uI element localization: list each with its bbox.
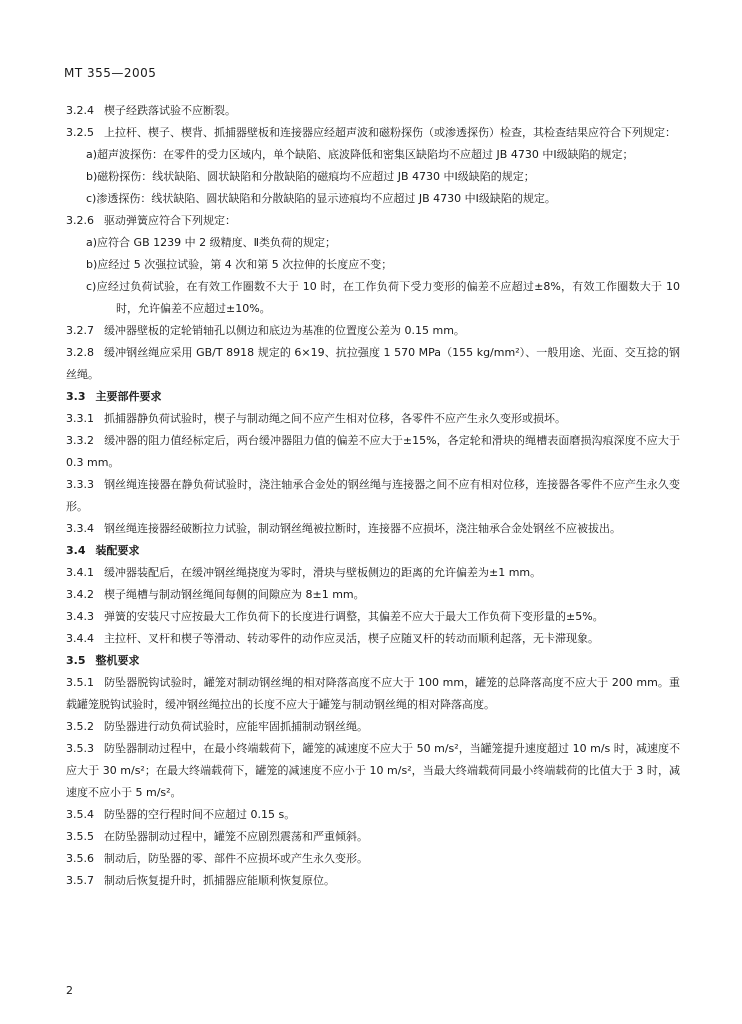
clause-3-4-1: 3.4.1 缓冲器装配后，在缓冲钢丝绳挠度为零时，滑块与壁板侧边的距离的允许偏差为±1 mm。 bbox=[66, 566, 542, 579]
clause-3-2-5: 3.2.5 上拉杆、楔子、楔背、抓捕器壁板和连接器应经超声波和磁粉探伤（或渗透探伤）检查，其检查结果应符合下列规定： bbox=[66, 126, 676, 139]
clause-3-5-3: 3.5.3 防坠器制动过程中，在最小终端载荷下，罐笼的减速度不应大于 50 m/s²，当罐笼提升速度超过 10 m/s 时，减速度不应大于 30 m/s²；在最大终端载荷下，罐笼的减速度不应小于 10 m/s²，当最大终端载荷同最小终端载荷的比值大于 3 时，减速度不应小于 5 m/s²。 bbox=[66, 742, 680, 799]
clause-3-5-5: 3.5.5 在防坠器制动过程中，罐笼不应剧烈震荡和严重倾斜。 bbox=[66, 830, 368, 843]
clause-3-3-4: 3.3.4 钢丝绳连接器经破断拉力试验，制动钢丝绳被拉断时，连接器不应损坏，浇注轴承合金处钢丝不应被拔出。 bbox=[66, 522, 621, 535]
list-item: c)渗透探伤：线状缺陷、圆状缺陷和分散缺陷的显示迹痕均不应超过 JB 4730 中Ⅰ级缺陷的规定。 bbox=[86, 192, 556, 205]
list-item: a)应符合 GB 1239 中 2 级精度、Ⅱ类负荷的规定； bbox=[86, 236, 337, 249]
clause-3-4-3: 3.4.3 弹簧的安装尺寸应按最大工作负荷下的长度进行调整，其偏差不应大于最大工作负荷下变形量的±5%。 bbox=[66, 610, 604, 623]
clause-3-5-4: 3.5.4 防坠器的空行程时间不应超过 0.15 s。 bbox=[66, 808, 296, 821]
clause-3-2-7: 3.2.7 缓冲器壁板的定轮销轴孔以侧边和底边为基准的位置度公差为 0.15 mm。 bbox=[66, 324, 465, 337]
section-heading: 3.4 装配要求 bbox=[66, 544, 140, 557]
clause-3-5-7: 3.5.7 制动后恢复提升时，抓捕器应能顺利恢复原位。 bbox=[66, 874, 335, 887]
clause-3-5-2: 3.5.2 防坠器进行动负荷试验时，应能牢固抓捕制动钢丝绳。 bbox=[66, 720, 368, 733]
clause-3-4-4: 3.4.4 主拉杆、叉杆和楔子等滑动、转动零件的动作应灵活，楔子应随叉杆的转动而顺利起落，无卡滞现象。 bbox=[66, 632, 599, 645]
list-item: b)磁粉探伤：线状缺陷、圆状缺陷和分散缺陷的磁痕均不应超过 JB 4730 中Ⅰ级缺陷的规定； bbox=[86, 170, 535, 183]
list-item: a)超声波探伤：在零件的受力区域内，单个缺陷、底波降低和密集区缺陷均不应超过 JB 4730 中Ⅰ级缺陷的规定； bbox=[86, 148, 634, 161]
list-item: c)应经过负荷试验，在有效工作圈数不大于 10 时，在工作负荷下受力变形的偏差不应超过±8%，有效工作圈数大于 10 时，允许偏差不应超过±10%。 bbox=[86, 280, 680, 315]
clause-3-2-8: 3.2.8 缓冲钢丝绳应采用 GB/T 8918 规定的 6×19、抗拉强度 1 570 MPa（155 kg/mm²）、一般用途、光面、交互捻的钢丝绳。 bbox=[66, 346, 680, 381]
clause-3-2-6: 3.2.6 驱动弹簧应符合下列规定： bbox=[66, 214, 236, 227]
section-heading: 3.3 主要部件要求 bbox=[66, 390, 162, 403]
clause-3-3-2: 3.3.2 缓冲器的阻力值经标定后，两台缓冲器阻力值的偏差不应大于±15%，各定轮和滑块的绳槽表面磨损沟痕深度不应大于 0.3 mm。 bbox=[66, 434, 680, 469]
clause-3-4-2: 3.4.2 楔子绳槽与制动钢丝绳间每侧的间隙应为 8±1 mm。 bbox=[66, 588, 365, 601]
section-heading: 3.5 整机要求 bbox=[66, 654, 140, 667]
page-number: 2 bbox=[66, 984, 73, 997]
standard-id: MT 355—2005 bbox=[64, 66, 157, 80]
clause-3-3-1: 3.3.1 抓捕器静负荷试验时，楔子与制动绳之间不应产生相对位移，各零件不应产生永久变形或损坏。 bbox=[66, 412, 566, 425]
clause-3-5-6: 3.5.6 制动后，防坠器的零、部件不应损坏或产生永久变形。 bbox=[66, 852, 368, 865]
document-body bbox=[66, 100, 680, 892]
clause-3-5-1: 3.5.1 防坠器脱钩试验时，罐笼对制动钢丝绳的相对降落高度不应大于 100 mm，罐笼的总降落高度不应大于 200 mm。重载罐笼脱钩试验时，缓冲钢丝绳拉出的长度不应大于罐笼与制动钢丝绳的相对降落高度。 bbox=[66, 676, 680, 711]
clause-3-2-4: 3.2.4 楔子经跌落试验不应断裂。 bbox=[66, 104, 236, 117]
clause-3-3-3: 3.3.3 钢丝绳连接器在静负荷试验时，浇注轴承合金处的钢丝绳与连接器之间不应有相对位移，连接器各零件不应产生永久变形。 bbox=[66, 478, 680, 513]
list-item: b)应经过 5 次强拉试验，第 4 次和第 5 次拉伸的长度应不变； bbox=[86, 258, 393, 271]
